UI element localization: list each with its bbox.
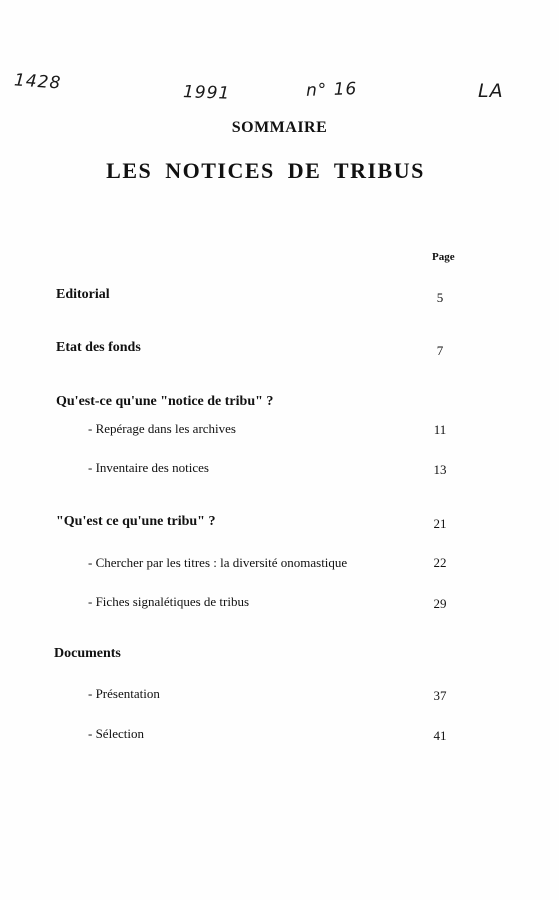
- toc-entry-fiches-signaletiques: - Fiches signalétiques de tribus: [88, 594, 250, 609]
- toc-entry-inventaire: - Inventaire des notices: [88, 460, 209, 475]
- toc-page-fiches-signaletiques: 29: [433, 596, 447, 611]
- toc-page-selection: 41: [433, 728, 447, 743]
- toc-page-editorial: 5: [436, 290, 444, 305]
- toc-page-etat-des-fonds: 7: [436, 343, 444, 358]
- toc-entry-presentation: - Présentation: [88, 686, 160, 701]
- toc-page-inventaire: 13: [433, 462, 447, 477]
- toc-entry-notice-de-tribu: Qu'est-ce qu'une "notice de tribu" ?: [56, 394, 274, 409]
- page-column-label: Page: [432, 251, 455, 263]
- toc-entry-chercher-par-les-titres: - Chercher par les titres : la diversité onomastique: [88, 555, 348, 570]
- toc-page-qu-est-ce-qu-une-tribu: 21: [433, 516, 447, 531]
- toc-entry-etat-des-fonds: Etat des fonds: [56, 340, 141, 355]
- toc-entry-reperage: - Repérage dans les archives: [88, 421, 236, 436]
- toc-page-reperage: 11: [433, 422, 447, 437]
- toc-entry-documents: Documents: [54, 646, 121, 661]
- handwritten-reference: 1428: [13, 70, 62, 94]
- toc-entry-qu-est-ce-qu-une-tribu: "Qu'est ce qu'une tribu" ?: [56, 514, 216, 529]
- handwritten-issue-number: n° 16: [305, 79, 358, 101]
- toc-page-chercher-par-les-titres: 22: [433, 555, 447, 570]
- page-title: LES NOTICES DE TRIBUS: [106, 158, 425, 183]
- toc-entry-editorial: Editorial: [56, 287, 110, 302]
- handwritten-year: 1991: [182, 82, 231, 104]
- toc-page-presentation: 37: [433, 688, 447, 703]
- toc-entry-selection: - Sélection: [88, 726, 144, 741]
- handwritten-corner-mark: LA: [478, 80, 504, 102]
- sommaire-heading: SOMMAIRE: [231, 119, 328, 136]
